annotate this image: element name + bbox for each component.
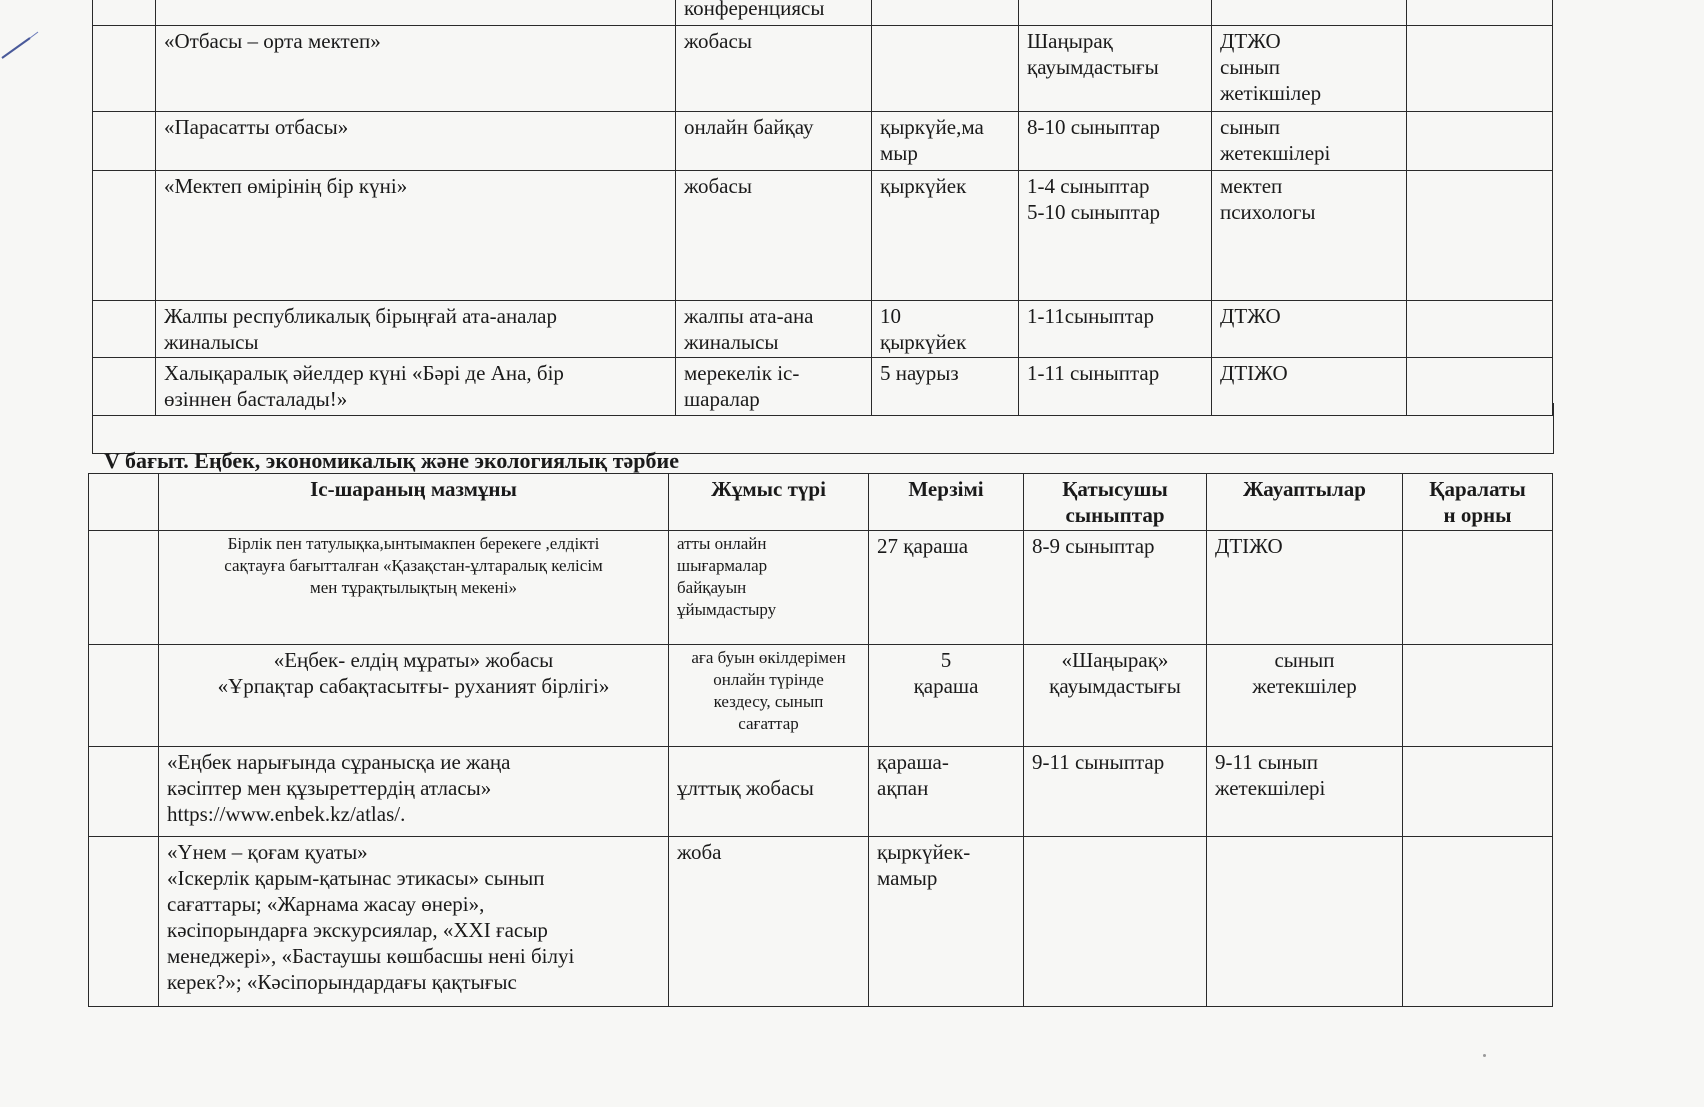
type-cell: жалпы ата-ана жиналысы bbox=[676, 301, 872, 358]
table-row bbox=[93, 171, 1553, 301]
place-cell bbox=[1403, 531, 1553, 645]
date-cell: қыркүйе,ма мыр bbox=[872, 112, 1019, 171]
place-cell bbox=[1403, 747, 1553, 837]
date-cell: қыркүйек- мамыр bbox=[869, 837, 1024, 1007]
place-cell bbox=[1407, 112, 1553, 171]
content-cell: «Мектеп өмірінің бір күні» bbox=[156, 171, 676, 301]
place-cell bbox=[1407, 301, 1553, 358]
date-cell: 5 қараша bbox=[869, 645, 1024, 747]
header-responsible: Жауаптылар bbox=[1207, 474, 1403, 531]
table-row bbox=[89, 747, 1553, 837]
row-number-header bbox=[89, 474, 159, 531]
responsible-cell: ДТІЖО bbox=[1212, 358, 1407, 416]
place-cell bbox=[1407, 26, 1553, 112]
table-row bbox=[93, 112, 1553, 171]
date-cell: 10 қыркүйек bbox=[872, 301, 1019, 358]
participants-cell: 9-11 сыныптар bbox=[1024, 747, 1207, 837]
place-cell bbox=[1407, 0, 1553, 26]
participants-cell: «Шаңырақ» қауымдастығы bbox=[1024, 645, 1207, 747]
header-type: Жұмыс түрі bbox=[669, 474, 869, 531]
table-row bbox=[89, 645, 1553, 747]
participants-cell: 1-11сыныптар bbox=[1019, 301, 1212, 358]
participants-cell: 8-10 сыныптар bbox=[1019, 112, 1212, 171]
header-place: Қаралаты н орны bbox=[1403, 474, 1553, 531]
participants-cell bbox=[1019, 0, 1212, 26]
table-row bbox=[89, 531, 1553, 645]
top-plan-table bbox=[92, 0, 1553, 416]
responsible-cell bbox=[1207, 837, 1403, 1007]
header-date: Мерзімі bbox=[869, 474, 1024, 531]
row-number-cell bbox=[93, 171, 156, 301]
responsible-cell: сынып жетекшілері bbox=[1212, 112, 1407, 171]
responsible-cell: ДТЖО bbox=[1212, 301, 1407, 358]
section-v-table bbox=[88, 473, 1553, 1007]
content-cell: «Еңбек- елдің мұраты» жобасы «Ұрпақтар сабақтасытғы- руханият бірлігі» bbox=[159, 645, 669, 747]
date-cell: қараша- ақпан bbox=[869, 747, 1024, 837]
content-cell: Халықаралық әйелдер күні «Бәрі де Ана, бір өзіннен басталады!» bbox=[156, 358, 676, 416]
content-cell: «Үнем – қоғам қуаты» «Іскерлік қарым-қатынас этикасы» сынып сағаттары; «Жарнама жасау өнері», кәсіпорындарға экскурсиялар, «XXI ғасыр менеджері», «Бастаушы көшбасшы нені білуі керек?»; «Кәсіпорындардағы қақтығыс bbox=[159, 837, 669, 1007]
place-cell bbox=[1403, 837, 1553, 1007]
date-cell: қыркүйек bbox=[872, 171, 1019, 301]
table-row bbox=[93, 26, 1553, 112]
type-cell: конференциясы bbox=[676, 0, 872, 26]
participants-cell: 8-9 сыныптар bbox=[1024, 531, 1207, 645]
type-cell: атты онлайн шығармалар байқауын ұйымдастыру bbox=[669, 531, 869, 645]
type-cell: ұлттық жобасы bbox=[669, 747, 869, 837]
table-row bbox=[93, 301, 1553, 358]
section-title: V бағыт. Еңбек, экономикалық және экологиялық тәрбие bbox=[104, 448, 679, 473]
date-cell bbox=[872, 26, 1019, 112]
type-cell: жоба bbox=[669, 837, 869, 1007]
content-cell: «Парасатты отбасы» bbox=[156, 112, 676, 171]
date-cell bbox=[872, 0, 1019, 26]
responsible-cell: сынып жетекшілер bbox=[1207, 645, 1403, 747]
section-band bbox=[92, 403, 1554, 454]
participants-cell: 1-11 сыныптар bbox=[1019, 358, 1212, 416]
table-row bbox=[93, 0, 1553, 26]
row-number-cell bbox=[93, 26, 156, 112]
place-cell bbox=[1403, 645, 1553, 747]
row-number-cell bbox=[89, 531, 159, 645]
responsible-cell: ДТІЖО bbox=[1207, 531, 1403, 645]
responsible-cell: ДТЖО сынып жетікшілер bbox=[1212, 26, 1407, 112]
type-cell: жобасы bbox=[676, 171, 872, 301]
header-participants: Қатысушы сыныптар bbox=[1024, 474, 1207, 531]
participants-cell: 1-4 сыныптар 5-10 сыныптар bbox=[1019, 171, 1212, 301]
responsible-cell bbox=[1212, 0, 1407, 26]
place-cell bbox=[1407, 171, 1553, 301]
row-number-cell bbox=[89, 747, 159, 837]
responsible-cell: 9-11 сынып жетекшілері bbox=[1207, 747, 1403, 837]
type-cell: жобасы bbox=[676, 26, 872, 112]
binder-mark-icon bbox=[0, 20, 40, 60]
row-number-cell bbox=[89, 645, 159, 747]
row-number-cell bbox=[93, 0, 156, 26]
type-cell: онлайн байқау bbox=[676, 112, 872, 171]
participants-cell: Шаңырақ қауымдастығы bbox=[1019, 26, 1212, 112]
content-cell: «Отбасы – орта мектеп» bbox=[156, 26, 676, 112]
table-header-row bbox=[89, 474, 1553, 531]
header-content: Іс-шараның мазмұны bbox=[159, 474, 669, 531]
date-cell: 27 қараша bbox=[869, 531, 1024, 645]
content-cell: Жалпы республикалық бірыңғай ата-аналар жиналысы bbox=[156, 301, 676, 358]
row-number-cell bbox=[93, 301, 156, 358]
responsible-cell: мектеп психологы bbox=[1212, 171, 1407, 301]
participants-cell bbox=[1024, 837, 1207, 1007]
type-cell: мерекелік іс- шаралар bbox=[676, 358, 872, 416]
content-cell: Бірлік пен татулықка,ынтымакпен берекеге ,елдікті сақтауға бағытталған «Қазақстан-ұлтаралық келісім мен тұрақтылықтың мекені» bbox=[159, 531, 669, 645]
content-cell: «Еңбек нарығында сұранысқа ие жаңа кәсіптер мен құзыреттердің атласы» https://www.enbek.kz/atlas/. bbox=[159, 747, 669, 837]
scan-speck bbox=[1483, 1054, 1486, 1057]
date-cell: 5 наурыз bbox=[872, 358, 1019, 416]
type-cell: аға буын өкілдерімен онлайн түрінде кездесу, сынып сағаттар bbox=[669, 645, 869, 747]
row-number-cell bbox=[89, 837, 159, 1007]
row-number-cell bbox=[93, 112, 156, 171]
table-row bbox=[89, 837, 1553, 1007]
content-cell bbox=[156, 0, 676, 26]
